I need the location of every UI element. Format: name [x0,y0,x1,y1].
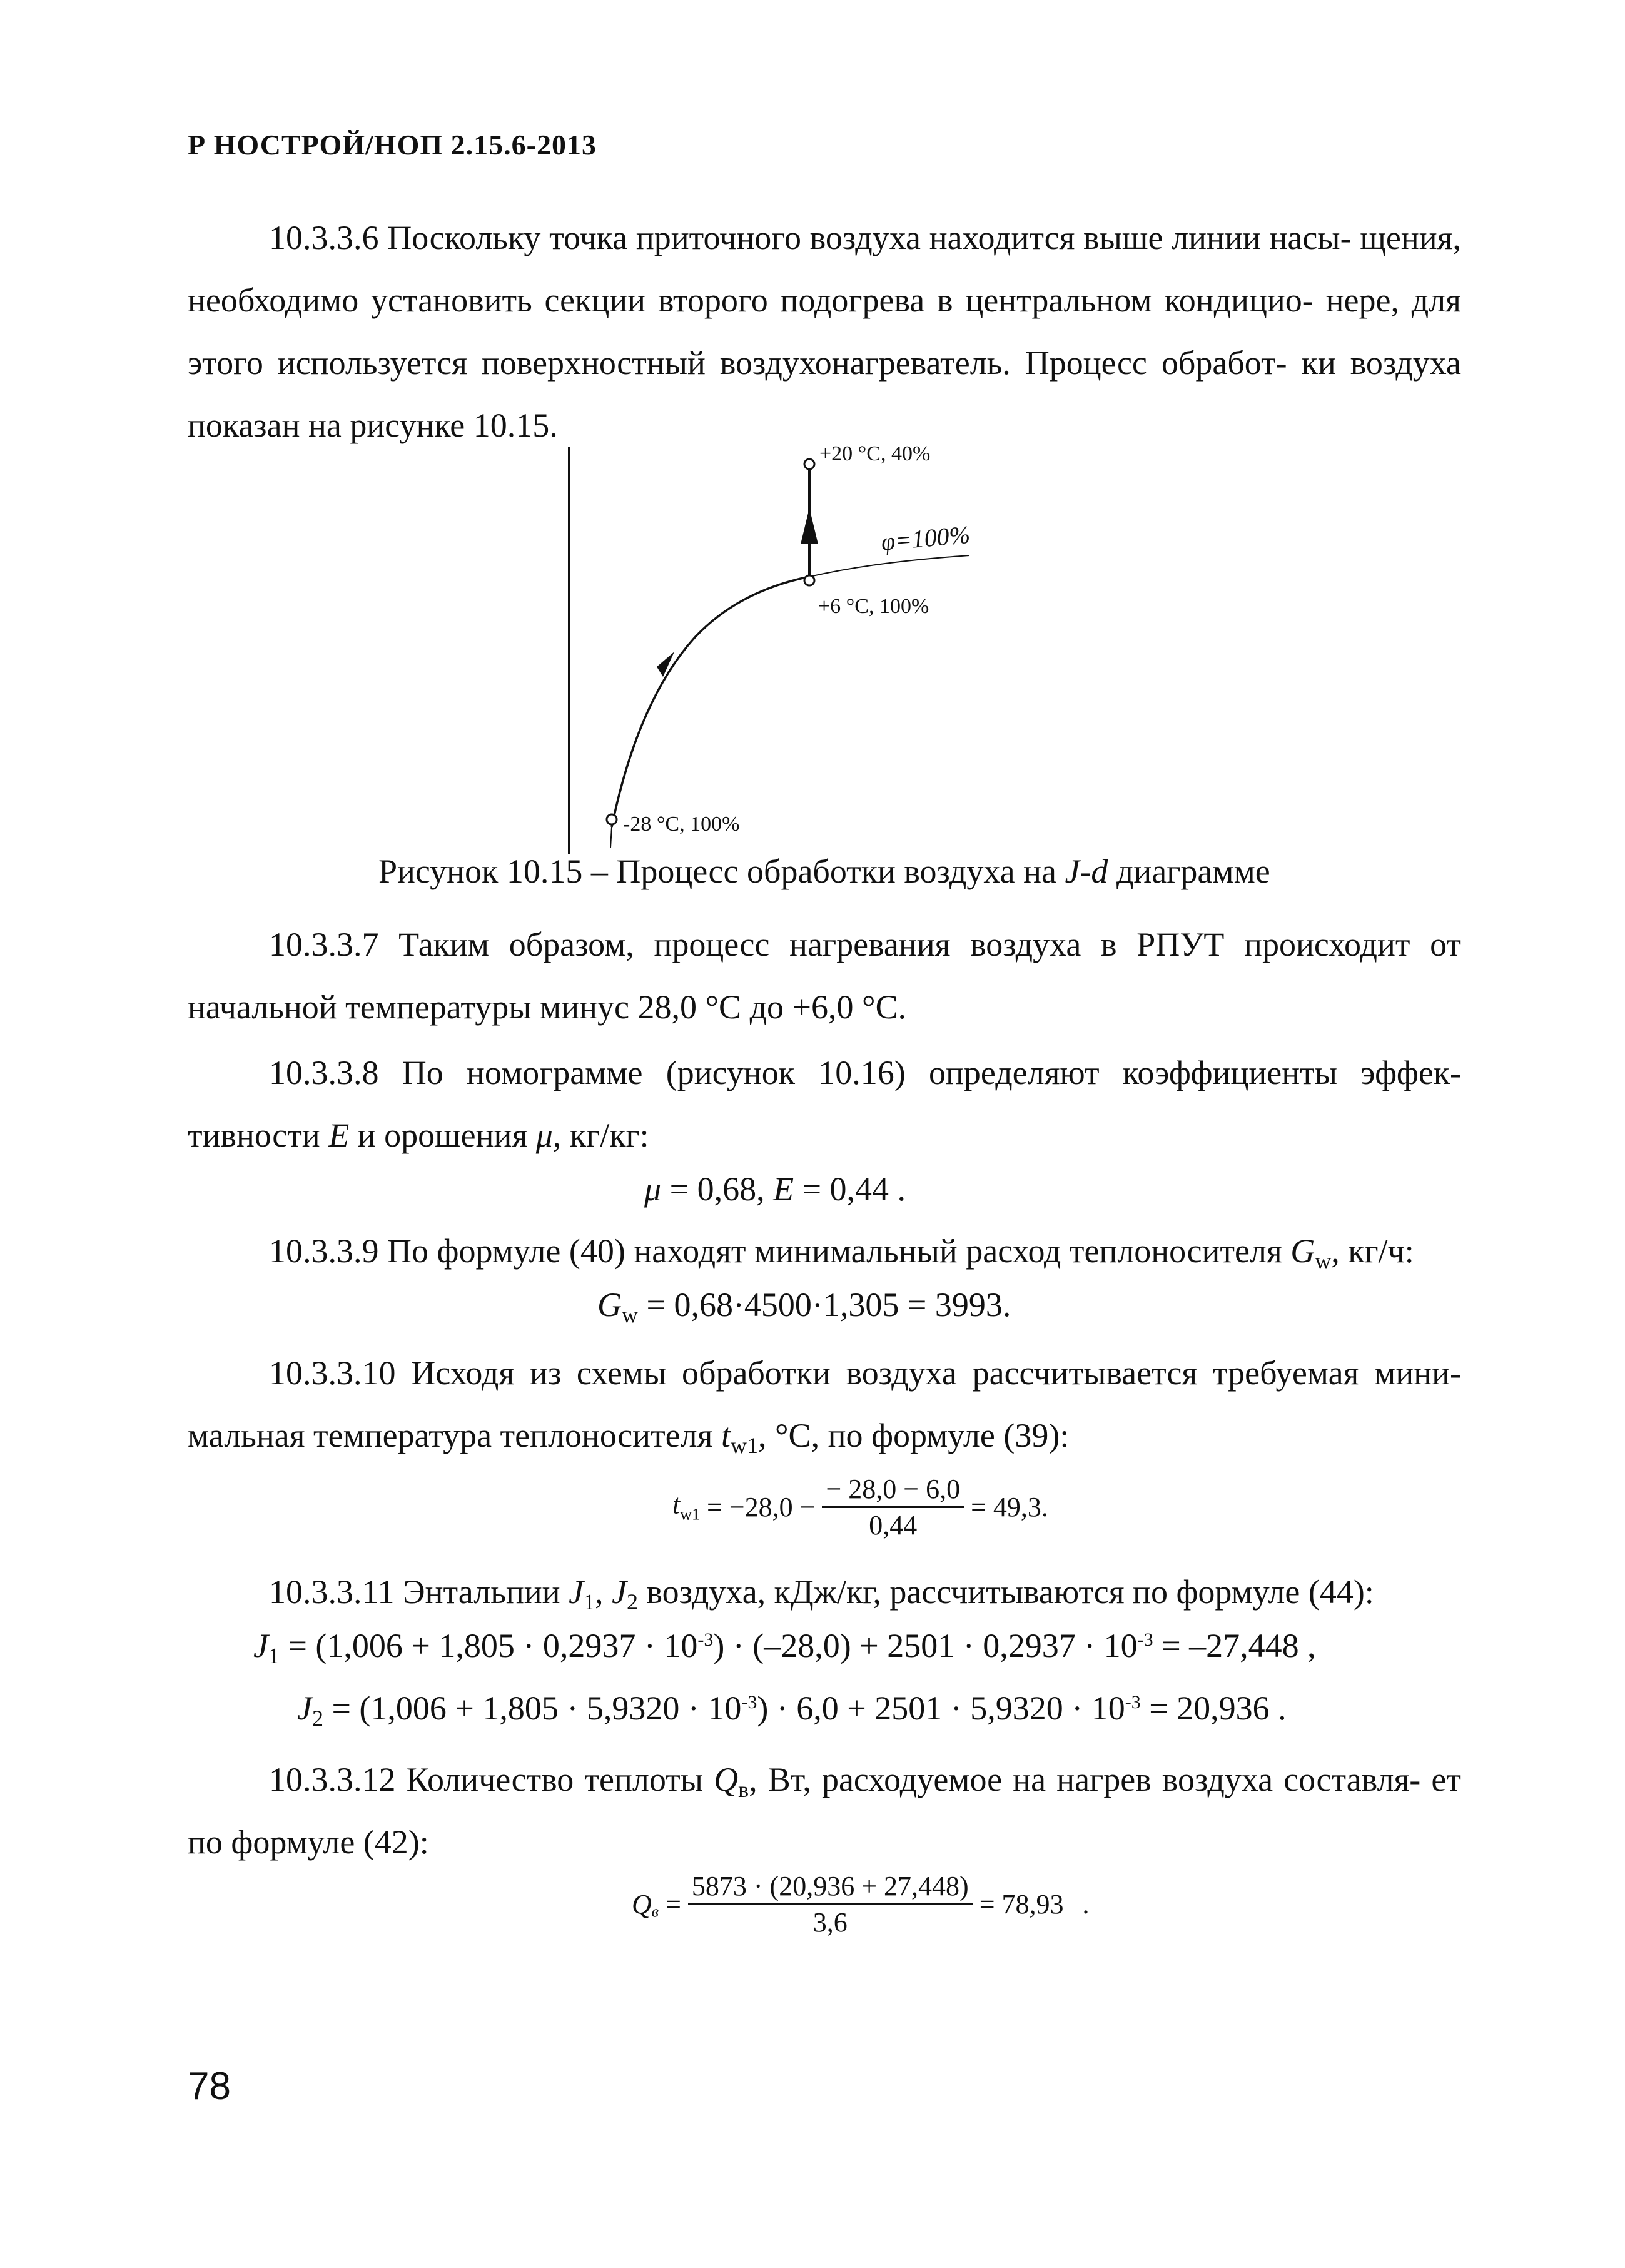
para-line [269,1232,1414,1273]
formula-mu-E [644,1170,906,1208]
curve-tail [610,827,612,848]
caption-jd: J-d [1065,853,1108,890]
vertical-arrow-icon [801,508,818,544]
formula-J2 [297,1689,1287,1731]
text: воздуха, кДж/кг, рассчитываются по формуле (44): [637,1573,1374,1611]
paragraph-10-3-3-11 [188,1561,1461,1623]
para-line: 10.3.3.8 По номограмме (рисунок 10.16) определяют коэффициенты эффек- [269,1054,1461,1091]
para-line: начальной температуры минус 28,0 °С до +6,0 °С. [188,988,907,1026]
subscript: w1 [730,1433,758,1458]
caption-text: Рисунок 10.15 – Процесс обработки воздуха на [378,853,1065,890]
para-line [188,1116,649,1154]
text: , Вт, расходуемое на нагрев воздуха составля- [749,1761,1421,1798]
jd-diagram-figure [532,438,1095,863]
para-line [269,1761,1421,1802]
symbol-mu: μ [535,1116,553,1154]
symbol-Q: Q [632,1889,652,1920]
text: 10.3.3.12 Количество теплоты [269,1761,714,1798]
text: , °С, по формуле (39): [757,1417,1070,1454]
figure-caption [378,852,1270,891]
paragraph-10-3-3-10 [188,1342,1461,1467]
text: 10.3.3.9 По формуле (40) находят минимальный расход теплоносителя [269,1232,1291,1270]
symbol-Q: Q [714,1761,739,1798]
subscript: 1 [583,1589,595,1614]
point-mid-marker [804,575,814,585]
subscript: w [622,1302,638,1327]
subscript: w1 [680,1505,701,1524]
saturation-label: φ=100% [879,520,971,556]
exponent: -3 [697,1629,714,1650]
subscript: в [651,1902,659,1921]
paragraph-10-3-3-7 [188,913,1461,1038]
para-line [269,1573,1374,1614]
denominator: 3,6 [812,1907,848,1938]
text: = –27,448 , [1153,1627,1316,1664]
numerator: − 28,0 − 6,0 [822,1473,964,1508]
fraction [688,1870,973,1938]
text: = (1,006 + 1,805 · 0,2937 · 10 [279,1627,698,1664]
text: = 0,44 . [794,1170,906,1208]
paragraph-10-3-3-9 [188,1220,1461,1282]
point-bottom-label: -28 °C, 100% [623,813,740,836]
subscript: 2 [626,1589,638,1614]
exponent: -3 [1137,1629,1153,1650]
text: = [659,1889,688,1920]
point-top-label: +20 °C, 40% [819,442,931,465]
denominator: 0,44 [869,1510,918,1541]
text: = 78,93 [972,1889,1064,1920]
symbol-G: G [597,1286,622,1324]
text: , кг/кг: [552,1116,649,1154]
caption-text: диаграмме [1108,853,1270,890]
point-top-marker [804,459,814,469]
text: тивности [188,1116,329,1154]
symbol-t: t [672,1489,681,1520]
symbol-J: J [297,1689,312,1727]
para-line: 10.3.3.10 Исходя из схемы обработки воздуха рассчитывается требуемая [269,1354,1359,1392]
symbol-E: E [773,1170,794,1208]
symbol-t: t [721,1417,731,1454]
point-bottom-marker [607,814,617,824]
fraction [822,1473,964,1541]
text: , кг/ч: [1331,1232,1414,1270]
subscript: w [1315,1248,1332,1273]
text: = 0,68, [661,1170,774,1208]
para-line: щения, необходимо установить секции второго подогрева в центральном кондицио- [188,219,1462,319]
paragraph-10-3-3-8 [188,1041,1461,1167]
numerator: 5873 · (20,936 + 27,448) [688,1870,973,1905]
symbol-G: G [1290,1232,1315,1270]
para-line: ки воздуха показан на рисунке 10.15. [188,344,1461,444]
text: = (1,006 + 1,805 · 5,9320 · 10 [323,1689,742,1727]
text: ) · (–28,0) + 2501 · 0,2937 · 10 [713,1627,1138,1664]
para-line: 10.3.3.6 Поскольку точка приточного воздуха находится выше линии насы- [269,219,1352,256]
saturation-line [809,555,969,577]
formula-tw1 [672,1473,1048,1541]
point-mid-label: +6 °C, 100% [818,595,929,618]
symbol-J: J [569,1573,584,1611]
para-line: ет по формуле (42): [188,1761,1461,1861]
text: = 0,68·4500·1,305 = 3993. [638,1286,1011,1324]
subscript: 2 [311,1706,323,1731]
page-number: 78 [188,2065,231,2108]
para-line: 10.3.3.7 Таким образом, процесс нагревания воздуха в РПУТ происходит от [269,926,1461,963]
text: , [594,1573,612,1611]
symbol-E: E [328,1116,350,1154]
paragraph-10-3-3-6 [188,206,1461,457]
subscript: в [738,1777,749,1802]
formula-Gw [597,1285,1011,1327]
heating-process-curve [612,577,809,827]
text: = 49,3. [964,1492,1048,1522]
text: ) · 6,0 + 2501 · 5,9320 · 10 [757,1689,1125,1727]
document-header: Р НОСТРОЙ/НОП 2.15.6-2013 [188,129,597,161]
exponent: -3 [741,1692,757,1713]
symbol-mu: μ [644,1170,662,1208]
exponent: -3 [1125,1692,1141,1713]
para-line: нере, для этого используется поверхностный воздухонагреватель. Процесс обработ- [188,281,1462,382]
text: = −28,0 − [700,1492,823,1522]
text: 10.3.3.11 Энтальпии [269,1573,569,1611]
subscript: 1 [268,1643,280,1668]
text: . [1082,1889,1090,1920]
symbol-J: J [611,1573,627,1611]
formula-Qv [632,1870,1090,1938]
curve-arrow-icon [657,652,674,677]
text: = 20,936 . [1140,1689,1287,1727]
text: и орошения [349,1116,536,1154]
text: мини-мальная температура теплоносителя [188,1354,1462,1454]
formula-J1 [253,1626,1316,1668]
symbol-J: J [253,1627,268,1664]
paragraph-10-3-3-12 [188,1748,1461,1873]
